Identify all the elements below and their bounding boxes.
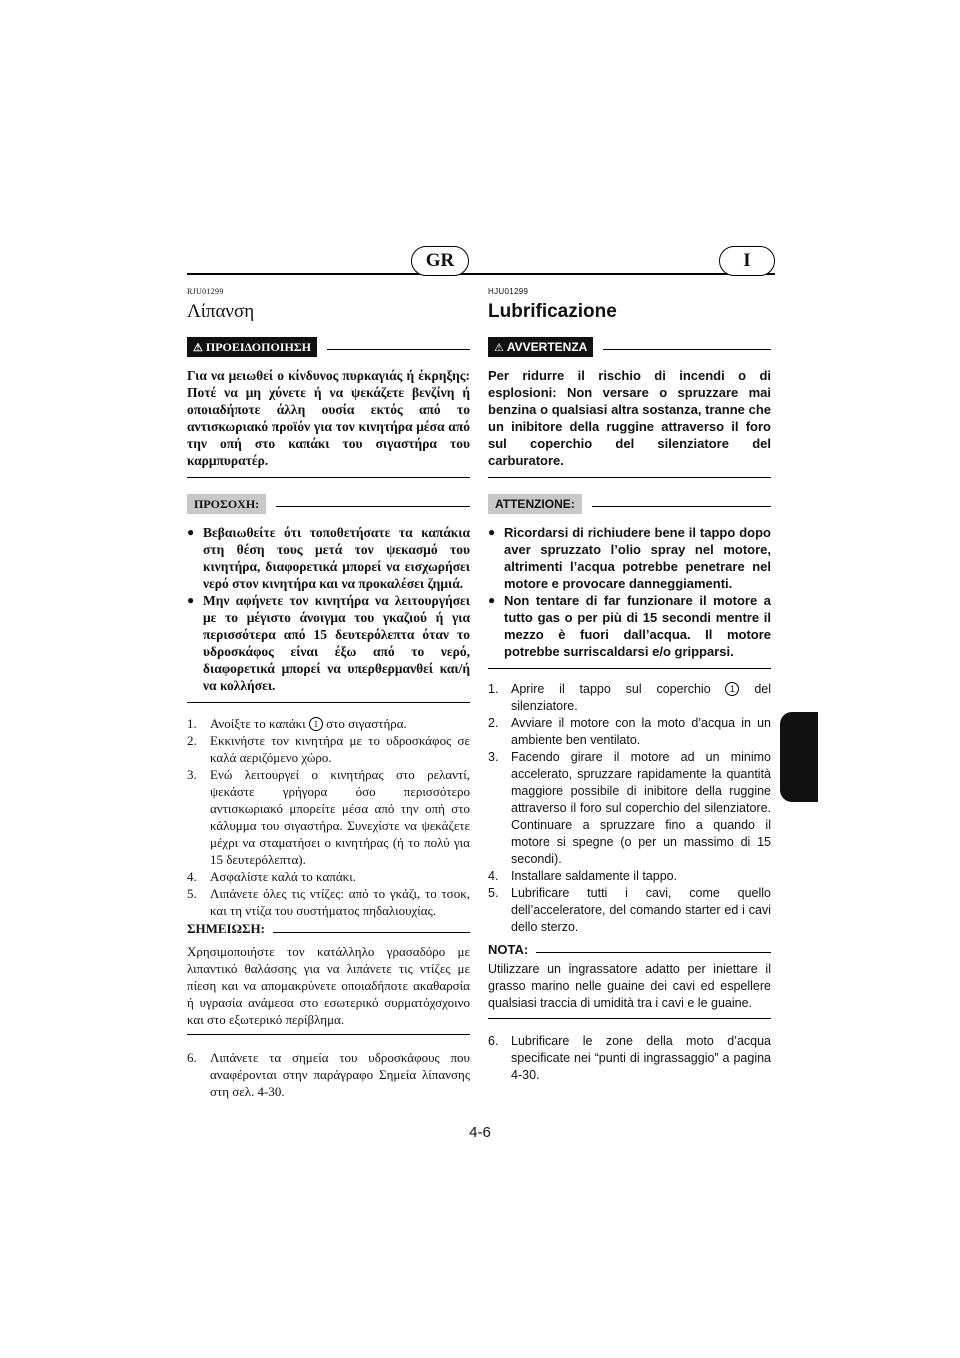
divider	[187, 477, 470, 478]
language-badge-it: I	[719, 246, 775, 276]
steps-list-continued	[488, 1033, 771, 1084]
note-text: Utilizzare un ingrassatore adatto per iniettare il grasso marino nelle guaine dei cavi ed espellere qualsiasi traccia di umidità tra i cavi e le guaine.	[488, 962, 771, 1010]
warning-label-text: ΠΡΟΕΙΔΟΠΟΙΗΣΗ	[205, 339, 311, 354]
warning-header	[187, 337, 470, 357]
section-code: HJU01299	[488, 287, 529, 296]
reference-number-icon: 1	[725, 682, 739, 696]
list-item: ● Μην αφήνετε τον κινητήρα να λειτουργήσει με το μέγιστο άνοιγμα του γκαζιού ή για περισσότερα από 15 δευτερόλεπτα όταν το υδροσκάφος είναι έξω από το νερό, διαφορετικά μπορεί να υπερθερμανθεί και/ή να κολλήσει.	[187, 593, 470, 693]
bullet-icon: ●	[488, 593, 496, 607]
list-item: 5. Λιπάνετε όλες τις ντίζες: από το γκάζι, το τσοκ, και τη ντίζα του συστήματος πηδαλιουχίας.	[187, 886, 470, 918]
divider	[603, 349, 771, 350]
list-item: ● Ricordarsi di richiudere bene il tappo dopo aver spruzzato l’olio spray nel motore, altrimenti l’acqua potrebbe penetrare nel motore e provocare danneggiamenti.	[488, 525, 771, 591]
list-item: 3. Ενώ λειτουργεί ο κινητήρας στο ρελαντί, ψεκάστε γρήγορα όσο περισσότερο αντισκωριακό μπορείτε μέσα από την οπή στο κάλυμμα του σιγαστήρα. Συνεχίστε να ψεκάζετε μέχρι να σταματήσει ο κινητήρας (ή το πολύ για 15 δευτερόλεπτα).	[187, 767, 470, 867]
list-item: 6. Lubrificare le zone della moto d’acqua specificate nei “punti di ingrassaggio” a pagina 4-30.	[488, 1034, 771, 1082]
warning-triangle-icon: ⚠	[494, 341, 504, 354]
divider	[488, 1018, 771, 1019]
section-code: RJU01299	[187, 287, 224, 296]
divider	[488, 668, 771, 669]
warning-header	[488, 337, 771, 357]
divider	[592, 506, 771, 507]
bullet-icon: ●	[187, 593, 195, 607]
warning-triangle-icon: ⚠	[193, 341, 203, 354]
bullet-icon: ●	[488, 525, 496, 539]
caution-label: ATTENZIONE:	[488, 494, 582, 514]
steps-list	[187, 715, 470, 919]
bullet-icon: ●	[187, 525, 195, 539]
caution-header	[488, 494, 771, 514]
chapter-thumb-tab	[780, 712, 818, 802]
list-item: ● Βεβαιωθείτε ότι τοποθετήσατε τα καπάκια στη θέση τους μετά τον ψεκασμό του κινητήρα, διαφορετικά μπορεί να εισχωρήσει νερό στον κινητήρα και να προκαλέσει ζημιά.	[187, 525, 470, 591]
steps-list	[488, 681, 771, 936]
list-item: 3. Facendo girare il motore ad un minimo accelerato, spruzzare rapidamente la quantità maggiore possibile di inibitore della ruggine attraverso il foro sul coperchio del silenziatore. Continuare a spruzzare fino a quando il motore si spegne (o per un massimo di 15 secondi).	[488, 750, 771, 866]
list-item: 6. Λιπάνετε τα σημεία του υδροσκάφους που αναφέρονται στην παράγραφο Σημεία λίπανσης στη σελ. 4-30.	[187, 1050, 470, 1099]
divider	[276, 506, 470, 507]
section-title: Lubrificazione	[488, 301, 617, 322]
list-item: 1. Aprire il tappo sul coperchio 1 del silenziatore.	[488, 682, 771, 713]
list-item: 4. Installare saldamente il tappo.	[488, 869, 678, 883]
caution-label: ΠΡΟΣΟΧΗ:	[187, 494, 266, 514]
list-item: 1. Ανοίξτε το καπάκι 1 στο σιγαστήρα.	[187, 716, 407, 731]
divider	[536, 952, 771, 953]
list-item: 2. Εκκινήστε τον κινητήρα με το υδροσκάφος σε καλά αεριζόμενο χώρο.	[187, 733, 470, 765]
note-header	[488, 942, 771, 957]
caution-header	[187, 494, 470, 514]
warning-text: Για να μειωθεί ο κίνδυνος πυρκαγιάς ή έκρηξης: Ποτέ να μη χύνετε ή να ψεκάζετε βενζίνη ή οποιαδήποτε άλλη ουσία εκτός από το αντισκωριακό προϊόν για τον κινητήρα μέσα από την οπή στο καπάκι του σιγαστήρα του καρμπυρατέρ.	[187, 368, 470, 468]
list-item: ● Non tentare di far funzionare il motore a tutto gas o per più di 15 secondi mentre il mezzo è fuori dall’acqua. Il motore potrebbe surriscaldarsi e/o gripparsi.	[488, 593, 771, 659]
note-label: NOTA:	[488, 942, 529, 957]
caution-list	[488, 524, 771, 660]
page-number: 4-6	[469, 1124, 491, 1141]
divider	[488, 477, 771, 478]
italian-column	[488, 287, 771, 1084]
greek-column	[187, 287, 470, 1100]
list-item: 4. Ασφαλίστε καλά το καπάκι.	[187, 869, 356, 884]
note-header	[187, 921, 470, 937]
warning-label	[488, 337, 593, 357]
warning-text: Per ridurre il rischio di incendi o di esplosioni: Non versare o spruzzare mai benzina o qualsiasi altra sostanza, tranne che un inibitore della ruggine attraverso il foro sul coperchio del silenziatore del carburatore.	[488, 368, 771, 468]
caution-list	[187, 524, 470, 694]
divider	[273, 932, 470, 933]
warning-label	[187, 337, 317, 357]
steps-list-continued	[187, 1049, 470, 1100]
note-label: ΣΗΜΕΙΩΣΗ:	[187, 921, 265, 936]
section-title: Λίπανση	[187, 301, 255, 322]
list-item: 2. Avviare il motore con la moto d’acqua in un ambiente ben ventilato.	[488, 716, 771, 747]
reference-number-icon: 1	[309, 717, 323, 731]
warning-label-text: AVVERTENZA	[506, 340, 588, 354]
language-badge-gr: GR	[411, 246, 469, 276]
divider	[187, 1034, 470, 1035]
list-item: 5. Lubrificare tutti i cavi, come quello dell’acceleratore, del comando starter ed i cavi dello sterzo.	[488, 886, 771, 934]
divider	[327, 349, 470, 350]
note-text: Χρησιμοποιήστε τον κατάλληλο γρασαδόρο με λιπαντικό θαλάσσης για να λιπάνετε τις ντίζες με πίεση και να απομακρύνετε οποιαδήποτε ακαθαρσία ή υγρασία ανάμεσα στο εσωτερικό συρματόχσχοινο και στο εξωτερικό περίβλημα.	[187, 944, 470, 1027]
divider	[187, 702, 470, 703]
header-rule	[187, 273, 775, 275]
